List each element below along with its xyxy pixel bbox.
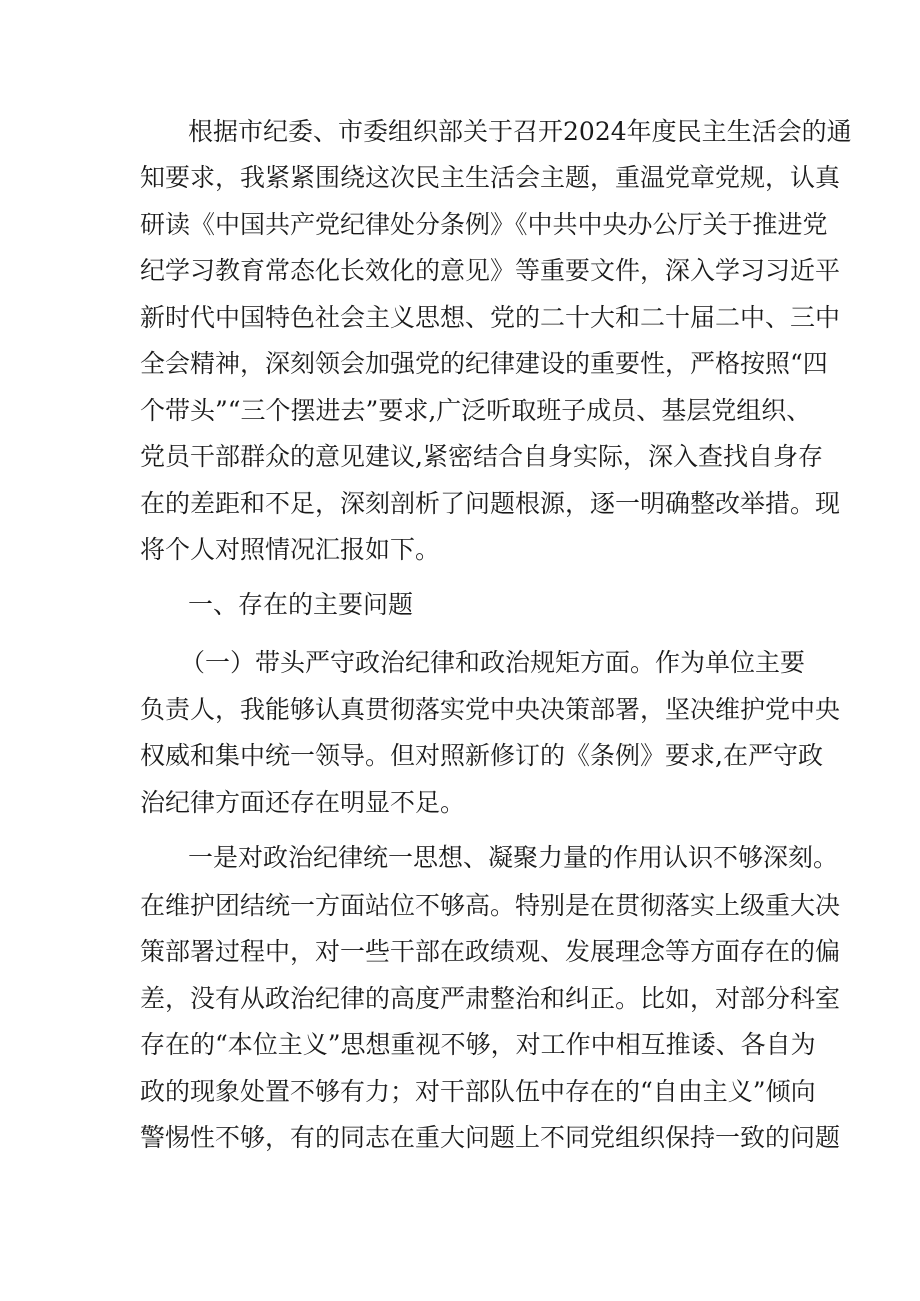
subsection-line-2: 负责人，我能够认真贯彻落实党中央决策部署，坚决维护党中央 bbox=[140, 695, 841, 724]
point-one-line-3: 策部署过程中，对一些干部在政绩观、发展理念等方面存在的偏 bbox=[140, 937, 841, 966]
paragraph-intro-line-1: 根据市纪委、市委组织部关于召开2024年度民主生活会的通 bbox=[188, 117, 852, 146]
paragraph-intro-line-8: 党员干部群众的意见建议,紧密结合自身实际，深入查找自身存 bbox=[140, 442, 823, 471]
subsection-line-3: 权威和集中统一领导。但对照新修订的《条例》要求,在严守政 bbox=[140, 741, 823, 770]
section-heading: 一、存在的主要问题 bbox=[188, 590, 414, 619]
paragraph-intro-line-9: 在的差距和不足，深刻剖析了问题根源，逐一明确整改举措。现 bbox=[140, 489, 841, 518]
subsection-line-1: （一）带头严守政治纪律和政治规矩方面。作为单位主要 bbox=[180, 648, 806, 677]
paragraph-intro-line-2: 知要求，我紧紧围绕这次民主生活会主题，重温党章党规，认真 bbox=[140, 163, 841, 192]
point-one-line-7: 警惕性不够，有的同志在重大问题上不同党组织保持一致的问题 bbox=[140, 1123, 841, 1152]
paragraph-intro-line-6: 全会精神，深刻领会加强党的纪律建设的重要性，严格按照“四 bbox=[140, 349, 828, 378]
point-one-line-5: 存在的“本位主义”思想重视不够，对工作中相互推诿、各自为 bbox=[140, 1030, 816, 1059]
point-one-line-1: 一是对政治纪律统一思想、凝聚力量的作用认识不够深刻。 bbox=[188, 843, 839, 872]
paragraph-intro-line-7: 个带头”“三个摆进去”要求,广泛听取班子成员、基层党组织、 bbox=[140, 396, 812, 425]
subsection-line-4: 治纪律方面还存在明显不足。 bbox=[140, 788, 466, 817]
point-one-line-4: 差，没有从政治纪律的高度严肃整治和纠正。比如，对部分科室 bbox=[140, 984, 841, 1013]
paragraph-intro-line-3: 研读《中国共产党纪律处分条例》《中共中央办公厅关于推进党 bbox=[140, 210, 828, 239]
point-one-line-2: 在维护团结统一方面站位不够高。特别是在贯彻落实上级重大决 bbox=[140, 891, 841, 920]
paragraph-intro-line-4: 纪学习教育常态化长效化的意见》等重要文件，深入学习习近平 bbox=[140, 256, 841, 285]
paragraph-intro-line-10: 将个人对照情况汇报如下。 bbox=[140, 535, 441, 564]
paragraph-intro-line-5: 新时代中国特色社会主义思想、党的二十大和二十届二中、三中 bbox=[140, 303, 841, 332]
point-one-line-6: 政的现象处置不够有力；对干部队伍中存在的“自由主义”倾向 bbox=[140, 1077, 816, 1106]
